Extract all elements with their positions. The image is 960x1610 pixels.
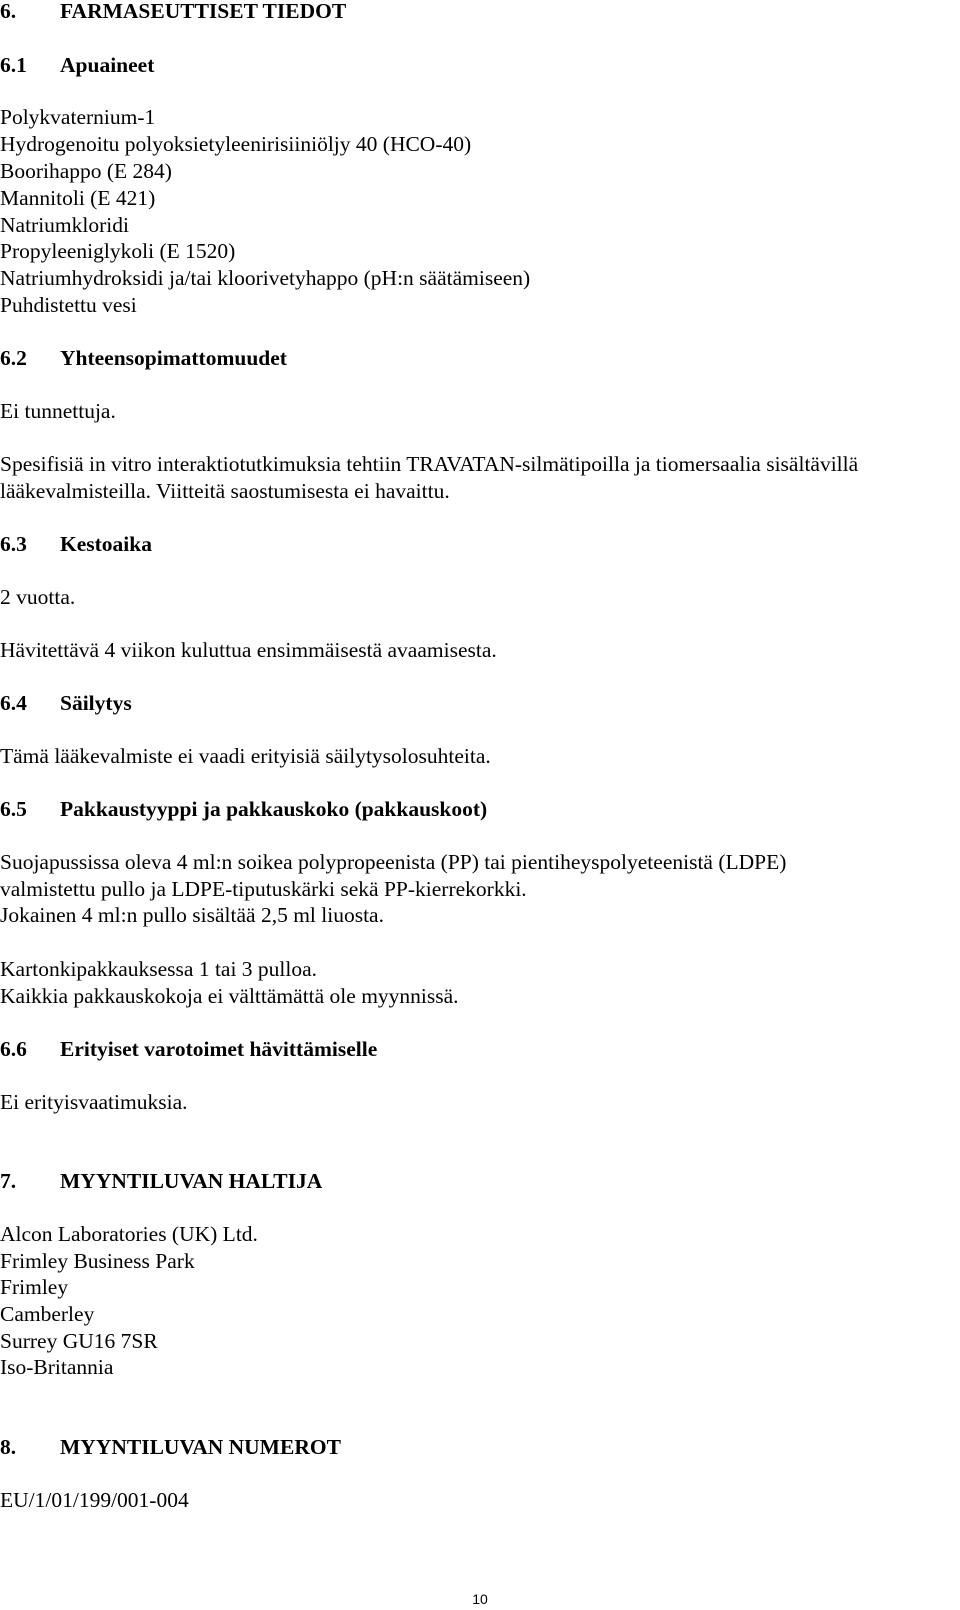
paragraph-line: Jokainen 4 ml:n pullo sisältää 2,5 ml liuosta. bbox=[0, 903, 384, 927]
paragraph: Tämä lääkevalmiste ei vaadi erityisiä säilytysolosuhteita. bbox=[0, 744, 491, 768]
section-number: 7. bbox=[0, 1169, 17, 1193]
paragraph: Ei tunnettuja. bbox=[0, 399, 116, 423]
subsection-number: 6.2 bbox=[0, 346, 27, 370]
subsection-number: 6.1 bbox=[0, 53, 27, 77]
paragraph-line: Spesifisiä in vitro interaktiotutkimuksia tehtiin TRAVATAN-silmätipoilla ja tiomersaalia sisältävillä bbox=[0, 452, 859, 476]
section-heading bbox=[0, 1434, 341, 1461]
excipient-item: Hydrogenoitu polyoksietyleenirisiiniöljy 40 (HCO-40) bbox=[0, 132, 472, 156]
excipient-item: Mannitoli (E 421) bbox=[0, 186, 156, 210]
subsection-heading bbox=[0, 796, 487, 823]
section-title: MYYNTILUVAN NUMEROT bbox=[60, 1435, 341, 1459]
subsection-title: Erityiset varotoimet hävittämiselle bbox=[60, 1037, 378, 1061]
address-line: Frimley Business Park bbox=[0, 1249, 195, 1273]
subsection-number: 6.3 bbox=[0, 532, 27, 556]
subsection-number: 6.6 bbox=[0, 1037, 27, 1061]
subsection-heading bbox=[0, 690, 132, 717]
paragraph-line: Kaikkia pakkauskokoja ei välttämättä ole myynnissä. bbox=[0, 984, 459, 1008]
section-title: FARMASEUTTISET TIEDOT bbox=[60, 0, 347, 23]
address-line: Iso-Britannia bbox=[0, 1355, 114, 1379]
excipient-item: Boorihappo (E 284) bbox=[0, 159, 172, 183]
address-line: Alcon Laboratories (UK) Ltd. bbox=[0, 1222, 258, 1246]
subsection-title: Säilytys bbox=[60, 691, 132, 715]
authorisation-number: EU/1/01/199/001-004 bbox=[0, 1488, 189, 1512]
excipient-item: Natriumkloridi bbox=[0, 213, 129, 237]
section-heading bbox=[0, 1168, 322, 1195]
excipient-item: Puhdistettu vesi bbox=[0, 293, 137, 317]
subsection-heading bbox=[0, 531, 152, 558]
section-title: MYYNTILUVAN HALTIJA bbox=[60, 1169, 323, 1193]
subsection-title: Apuaineet bbox=[60, 53, 155, 77]
subsection-heading bbox=[0, 345, 287, 372]
page-number: 10 bbox=[472, 1591, 488, 1607]
address-line: Frimley bbox=[0, 1275, 69, 1299]
section-heading bbox=[0, 0, 346, 25]
section-number: 6. bbox=[0, 0, 17, 23]
subsection-heading bbox=[0, 52, 154, 79]
excipient-item: Polykvaternium-1 bbox=[0, 105, 156, 129]
address-line: Camberley bbox=[0, 1302, 95, 1326]
subsection-number: 6.4 bbox=[0, 691, 27, 715]
subsection-title: Yhteensopimattomuudet bbox=[60, 346, 287, 370]
subsection-number: 6.5 bbox=[0, 797, 27, 821]
excipient-item: Natriumhydroksidi ja/tai kloorivetyhappo (pH:n säätämiseen) bbox=[0, 266, 531, 290]
paragraph-line: Kartonkipakkauksessa 1 tai 3 pulloa. bbox=[0, 957, 318, 981]
address-line: Surrey GU16 7SR bbox=[0, 1329, 158, 1353]
subsection-title: Pakkaustyyppi ja pakkauskoko (pakkauskoot) bbox=[60, 797, 488, 821]
subsection-heading bbox=[0, 1036, 377, 1063]
paragraph-line: lääkevalmisteilla. Viitteitä saostumisesta ei havaittu. bbox=[0, 479, 450, 503]
paragraph: Ei erityisvaatimuksia. bbox=[0, 1090, 188, 1114]
paragraph: Hävitettävä 4 viikon kuluttua ensimmäisestä avaamisesta. bbox=[0, 638, 497, 662]
paragraph: 2 vuotta. bbox=[0, 585, 76, 609]
subsection-title: Kestoaika bbox=[60, 532, 152, 556]
excipient-item: Propyleeniglykoli (E 1520) bbox=[0, 239, 236, 263]
section-number: 8. bbox=[0, 1435, 17, 1459]
paragraph-line: Suojapussissa oleva 4 ml:n soikea polypropeenista (PP) tai pientiheyspolyeteenistä (LDPE) bbox=[0, 850, 787, 874]
paragraph-line: valmistettu pullo ja LDPE-tiputuskärki sekä PP-kierrekorkki. bbox=[0, 877, 527, 901]
